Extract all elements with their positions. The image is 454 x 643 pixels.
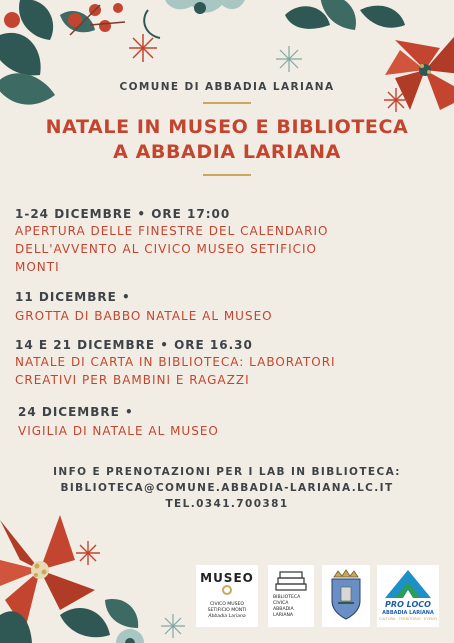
info-heading: INFO E PRENOTAZIONI PER I LAB IN BIBLIOTECA: [53, 466, 401, 478]
poinsettia-bottom-left [0, 515, 95, 630]
star-bottom [161, 614, 185, 638]
museo-line2: SETIFICIO MONTI [207, 608, 247, 613]
event-1 [15, 206, 445, 276]
poinsettia-top-right [385, 30, 454, 110]
logo-proloco [377, 565, 439, 627]
organizer-name: COMUNE DI ABBADIA LARIANA [119, 81, 335, 93]
event-date: 14 E 21 DICEMBRE • ORE 16.30 [15, 338, 253, 352]
star-top-right [276, 46, 302, 72]
coat-of-arms-icon [328, 569, 364, 623]
logo-biblioteca [268, 565, 314, 627]
event-description-line: MONTI [15, 260, 60, 274]
event-description-line: CREATIVI PER BAMBINI E RAGAZZI [15, 373, 250, 387]
event-4 [18, 404, 448, 440]
leaf-cluster-top-right [285, 0, 405, 30]
info-phone: TEL.0341.700381 [165, 498, 289, 510]
flower-top-center [144, 0, 245, 38]
logo-comune-crest [322, 565, 370, 627]
berries-top-left [4, 3, 123, 32]
event-2 [15, 289, 445, 325]
divider-bottom [203, 174, 251, 176]
mountain-icon [383, 568, 433, 600]
event-description-line: APERTURA DELLE FINESTRE DEL CALENDARIO [15, 224, 329, 238]
star-bottom-left [76, 541, 100, 565]
event-description-line: VIGILIA DI NATALE AL MUSEO [18, 424, 219, 438]
biblioteca-line1: BIBLIOTECA [273, 595, 301, 600]
leaf-cluster-bottom-left [0, 599, 138, 643]
books-icon [274, 570, 308, 592]
event-3 [15, 337, 445, 389]
museo-line3: Abbadia Lariana [208, 614, 246, 619]
event-date: 1-24 DICEMBRE • ORE 17:00 [15, 207, 231, 221]
museo-spool-icon [222, 585, 232, 595]
page-title-line2: A ABBADIA LARIANA [113, 141, 341, 163]
event-description-line: NATALE DI CARTA IN BIBLIOTECA: LABORATORI [15, 355, 336, 369]
biblioteca-line3: ABBADIA [273, 607, 294, 612]
divider-top [203, 102, 251, 104]
page-title-line1: NATALE IN MUSEO E BIBLIOTECA [45, 116, 409, 138]
event-date: 24 DICEMBRE • [18, 405, 134, 419]
info-email: BIBLIOTECA@COMUNE.ABBADIA-LARIANA.LC.IT [60, 482, 394, 494]
museo-mark: MUSEO [200, 571, 254, 585]
star-top-left [129, 34, 157, 62]
biblioteca-line2: CIVICA [273, 601, 289, 606]
proloco-tagline: CULTURA · TERRITORIO · EVENTI [378, 617, 437, 621]
biblioteca-line4: LARIANA [273, 613, 294, 618]
event-date: 11 DICEMBRE • [15, 290, 131, 304]
event-description-line: GROTTA DI BABBO NATALE AL MUSEO [15, 309, 273, 323]
museo-line1: CIVICO MUSEO [209, 602, 245, 607]
logo-museo [196, 565, 258, 627]
proloco-name: PRO LOCO [385, 600, 431, 609]
flower-bottom [116, 629, 144, 643]
proloco-place: ABBADIA LARIANA [382, 610, 434, 616]
event-description-line: DELL'AVVENTO AL CIVICO MUSEO SETIFICIO [15, 242, 317, 256]
